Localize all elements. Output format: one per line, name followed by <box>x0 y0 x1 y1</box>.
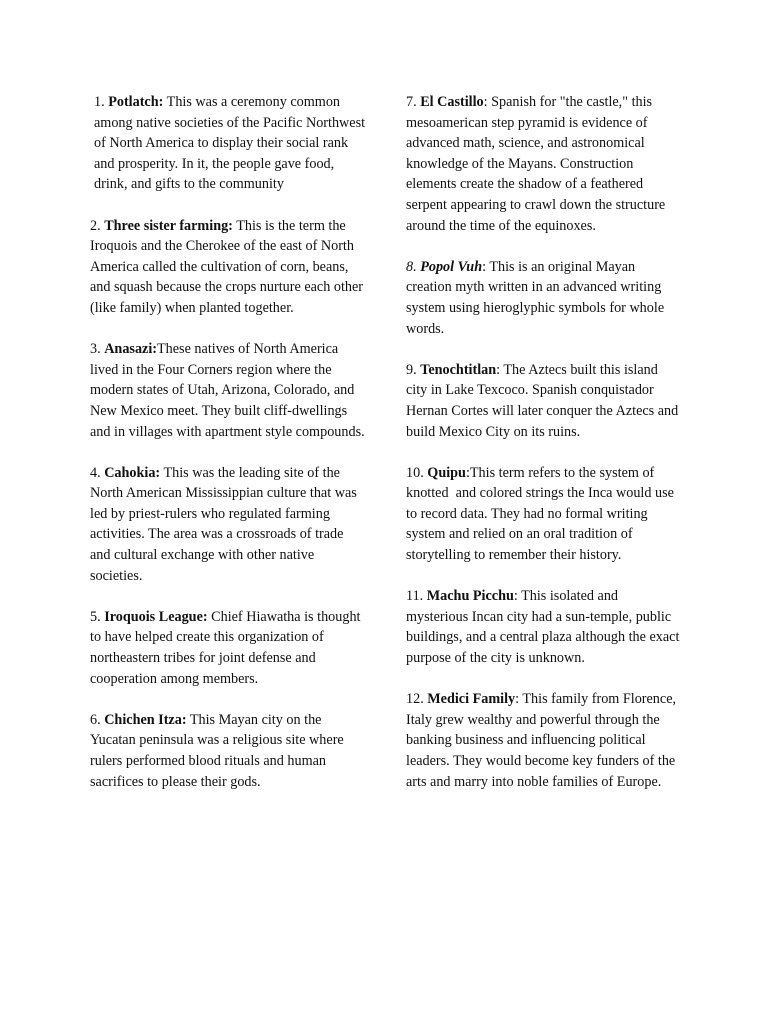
entry-number: 12. <box>406 691 424 708</box>
list-item <box>406 360 682 442</box>
entry-term: Medici Family <box>427 691 516 708</box>
list-item <box>90 92 369 195</box>
entry-term: Machu Picchu <box>426 588 514 605</box>
entry-description: This was the leading site of the North American Mississippian culture that was led by priest-rulers who regulated farming activities. The area was a crossroads of trade and cultural exchange with other native societies. <box>90 464 361 584</box>
list-item <box>90 339 366 442</box>
entry-number: 7. <box>406 94 417 110</box>
entry-number: 2. <box>90 217 101 234</box>
entry-number: 8. <box>406 258 417 275</box>
entry-number: 4. <box>90 464 101 481</box>
entry-term: Iroquois League: <box>104 608 208 625</box>
list-item <box>406 463 682 566</box>
entry-description: : Spanish for "the castle," this mesoamerican step pyramid is evidence of advanced math, science, and astronomical knowledge of the Mayans. Construction elements create the shadow of a feathered serpent appearing to crawl down the structure around the time of the equinoxes. <box>406 94 669 234</box>
list-item <box>406 586 682 668</box>
entry-term: Quipu <box>427 464 466 481</box>
entry-term: Popol Vuh <box>420 258 483 275</box>
entry-term: El Castillo <box>420 94 484 110</box>
list-item <box>90 216 366 319</box>
entry-description: These natives of North America lived in the Four Corners region where the modern states of Utah, Arizona, Colorado, and New Mexico meet. They built cliff-dwellings and in villages with apartment style compounds. <box>90 341 365 440</box>
list-item <box>90 463 366 587</box>
entry-term: Three sister farming: <box>104 217 233 234</box>
left-column <box>90 92 369 813</box>
entry-number: 5. <box>90 608 101 625</box>
entry-term: Cahokia: <box>104 464 161 481</box>
entry-term: Anasazi: <box>104 341 157 358</box>
list-item <box>406 689 682 792</box>
list-item <box>90 607 366 689</box>
entry-description: This is the term the Iroquois and the Cherokee of the east of North America called the cultivation of corn, beans, and squash because the crops nurture each other (like family) when planted together. <box>90 217 367 316</box>
right-column <box>406 92 682 813</box>
entry-description: : This family from Florence, Italy grew wealthy and powerful through the banking business and influencing political leaders. They would become key funders of the arts and marry into noble families of Europe. <box>406 691 680 790</box>
entry-description: Chief Hiawatha is thought to have helped create this organization of northeastern tribes for joint defense and cooperation among members. <box>90 608 365 687</box>
entry-description: : The Aztecs built this island city in Lake Texcoco. Spanish conquistador Hernan Cortes will later conquer the Aztecs and build Mexico City on its ruins. <box>406 361 682 440</box>
entry-number: 6. <box>90 711 101 728</box>
entry-number: 1. <box>94 94 105 110</box>
entry-term: Chichen Itza: <box>104 711 187 728</box>
entry-description: :This term refers to the system of knotted and colored strings the Inca would use to record data. They had no formal writing system and relied on an oral tradition of storytelling to remember their history. <box>406 464 678 564</box>
entry-description: This was a ceremony common among native societies of the Pacific Northwest of North America to display their social rank and prosperity. In it, the people gave food, drink, and gifts to the community <box>94 94 369 193</box>
entry-number: 11. <box>406 588 424 605</box>
list-item <box>90 710 366 792</box>
entry-description: : This isolated and mysterious Incan city had a sun-temple, public buildings, and a central plaza although the exact purpose of the city is unknown. <box>406 588 683 667</box>
entry-description: This Mayan city on the Yucatan peninsula was a religious site where rulers performed blood rituals and human sacrifices to please their gods. <box>90 711 348 790</box>
entry-term: Tenochtitlan <box>420 361 497 378</box>
entry-term: Potlatch: <box>108 94 164 110</box>
entry-number: 3. <box>90 341 101 358</box>
entry-number: 9. <box>406 361 417 378</box>
entry-number: 10. <box>406 464 424 481</box>
list-item <box>406 257 682 339</box>
list-item <box>406 92 682 236</box>
entry-description: : This is an original Mayan creation myth written in an advanced writing system using hieroglyphic symbols for whole words. <box>406 258 668 337</box>
